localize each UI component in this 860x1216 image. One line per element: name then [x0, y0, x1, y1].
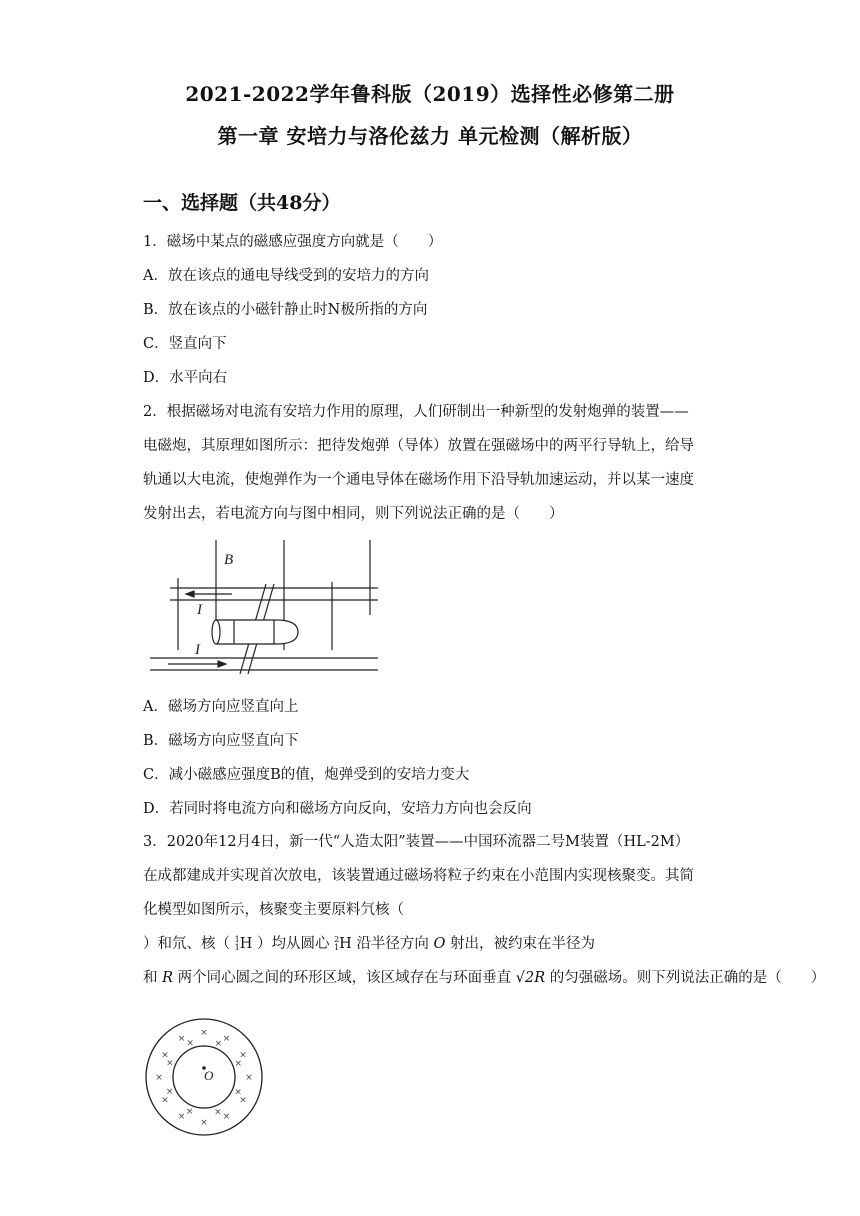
nucleus-1: [235, 936, 253, 952]
nucleus-2-mass: 2: [334, 935, 340, 944]
field-cross-mark: ×: [222, 1034, 231, 1044]
question-2-option-b: B．磁场方向应竖直向下: [143, 733, 299, 749]
question-3-text-segment: ）均从圆心: [256, 936, 330, 952]
field-cross-mark: ×: [239, 1050, 247, 1061]
current-label-bottom: I: [195, 642, 200, 658]
question-3-stem-line-4: [143, 932, 595, 953]
question-1-option-d: D．水平向右: [143, 370, 228, 386]
field-cross-mark: ×: [185, 1107, 194, 1118]
nucleus-1-symbol: H: [239, 936, 253, 952]
field-cross-mark: ×: [177, 1034, 186, 1044]
field-cross-mark: ×: [177, 1112, 186, 1122]
question-3-text-segment: 和: [143, 970, 158, 986]
nucleus-1-mass: 1: [234, 935, 240, 944]
nucleus-2-symbol: H: [339, 936, 352, 952]
field-cross-mark: ×: [234, 1087, 242, 1098]
title-line-2: 第一章 安培力与洛伦兹力 单元检测（解析版）: [217, 124, 643, 148]
question-3-text-segment: 两个同心圆之间的环形区域，该区域存在与环面垂直: [177, 970, 512, 986]
question-3-stem-line-3: 化模型如图所示，核聚变主要原料氕核（: [143, 902, 404, 918]
current-label-top: I: [197, 602, 202, 618]
ring-figure: [143, 1016, 265, 1138]
question-3-stem-line-2: 在成都建成并实现首次放电，该装置通过磁场将粒子约束在小范围内实现核聚变。其简: [143, 868, 694, 884]
question-2-stem-line-2: 电磁炮，其原理如图所示：把待发炮弹（导体）放置在强磁场中的两平行导轨上，给导: [143, 438, 694, 454]
center-symbol: O: [433, 936, 446, 952]
nucleus-2-charge: 1: [334, 943, 340, 952]
question-1-stem: 1．磁场中某点的磁感应强度方向就是（ ）: [143, 234, 443, 250]
field-cross-mark: ×: [166, 1058, 174, 1069]
field-label-b: B: [224, 552, 234, 568]
field-cross-mark: ×: [245, 1073, 253, 1083]
question-3-stem-line-1: 3．2020年12月4日，新一代“人造太阳”装置——中国环流器二号M装置（HL-2M）: [143, 834, 690, 850]
question-2-option-a: A．磁场方向应竖直向上: [143, 699, 299, 715]
question-2-option-d: D．若同时将电流方向和磁场方向反向，安培力方向也会反向: [143, 801, 532, 817]
center-label-o: O: [204, 1068, 214, 1083]
question-3-stem-line-5: [143, 966, 825, 987]
question-1-option-b: B．放在该点的小磁针静止时N极所指的方向: [143, 302, 428, 318]
question-3-text-segment: 的匀强磁场。则下列说法正确的是（ ）: [549, 970, 826, 986]
section-heading: 一、选择题（共48分）: [143, 192, 341, 214]
nucleus-1-charge: 1: [234, 943, 240, 952]
field-cross-mark: ×: [234, 1059, 243, 1070]
field-cross-mark: ×: [222, 1112, 231, 1122]
nucleus-2: [334, 936, 352, 952]
field-cross-mark: ×: [161, 1095, 169, 1106]
question-2-stem-line-4: 发射出去，若电流方向与图中相同，则下列说法正确的是（ ）: [143, 506, 564, 522]
field-cross-mark: ×: [239, 1095, 247, 1106]
question-1-option-c: C．竖直向下: [143, 336, 227, 352]
question-2-option-c: C．减小磁感应强度B的值，炮弹受到的安培力变大: [143, 767, 470, 783]
radius-symbol: R: [162, 970, 174, 986]
question-3-text-segment: 射出，被约束在半径为: [450, 936, 596, 952]
field-cross-mark: ×: [214, 1107, 222, 1118]
question-2-stem-line-1: 2．根据磁场对电流有安培力作用的原理，人们研制出一种新型的发射炮弹的装置——: [143, 404, 689, 420]
field-cross-mark: ×: [214, 1038, 223, 1049]
field-cross-mark: ×: [155, 1073, 163, 1083]
railgun-figure: [148, 540, 378, 676]
question-1-option-a: A．放在该点的通电导线受到的安培力的方向: [143, 268, 429, 284]
field-cross-mark: ×: [165, 1086, 174, 1097]
title-line-1: 2021-2022学年鲁科版（2019）选择性必修第二册: [185, 82, 675, 106]
field-cross-mark: ×: [200, 1118, 208, 1128]
field-cross-mark: ×: [200, 1028, 208, 1038]
field-cross-mark: ×: [186, 1038, 194, 1049]
question-3-text-segment: 沿半径方向: [356, 936, 429, 952]
question-3-text-segment: ）和氘、核（: [143, 936, 230, 952]
outer-radius-symbol: √2R: [515, 970, 546, 986]
question-2-stem-line-3: 轨通以大电流，使炮弹作为一个通电导体在磁场作用下沿导轨加速运动，并以某一速度: [143, 472, 694, 488]
field-cross-mark: ×: [161, 1050, 169, 1061]
